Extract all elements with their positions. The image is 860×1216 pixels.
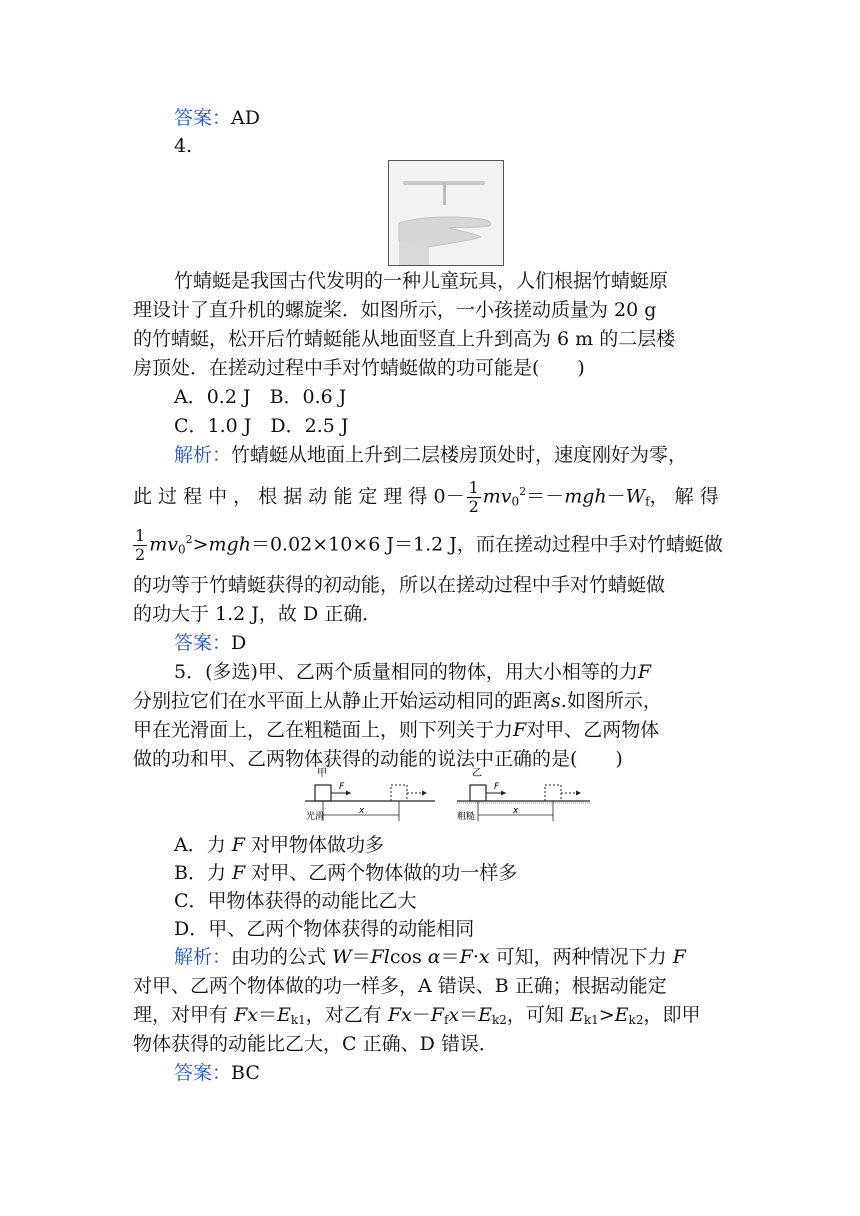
fraction-denominator: 2: [468, 496, 479, 516]
analysis-text: ＝: [257, 1004, 277, 1026]
option-text: 对甲、乙两个物体做的功一样多: [251, 862, 518, 884]
stem-text: 甲在光滑面上，乙在粗糙面上，则下列关于力: [133, 719, 514, 741]
analysis-text: 理，对甲有: [133, 1004, 229, 1026]
fraction-half: [467, 479, 481, 516]
label-rough: 粗糙: [457, 812, 476, 822]
label-x: x: [513, 806, 519, 816]
superscript: 2: [519, 485, 527, 498]
math-x: x: [448, 1004, 460, 1026]
blocks-figure: [305, 765, 595, 827]
label-force: F: [494, 782, 500, 792]
q4-options-ab: A．0.2 J B．0.6 J: [174, 386, 347, 408]
math-fx: F·x: [459, 946, 490, 968]
math-mgh: mgh: [564, 485, 607, 508]
fraction-numerator: 1: [468, 477, 479, 497]
analysis-text: cos: [389, 946, 422, 968]
q5-stem-line-4: 做的功和甲、乙两物体获得的动能的说法中正确的是( ): [133, 748, 623, 770]
math-f: F: [513, 719, 527, 741]
analysis-text: －: [606, 485, 626, 508]
analysis-label: 解析：: [174, 444, 232, 466]
subscript: k1: [290, 1013, 306, 1027]
math-f: F: [637, 661, 652, 683]
math-w: W: [625, 485, 646, 508]
analysis-text: 由功的公式: [231, 946, 327, 968]
superscript: 2: [185, 533, 193, 546]
analysis-text: 此 过 程 中 ， 根 据 动 能 定 理 得: [133, 485, 428, 508]
block-diagram: [305, 765, 595, 827]
q4-stem-line-2: 理设计了直升机的螺旋桨．如图所示，一小孩搓动质量为 20 g: [133, 299, 657, 321]
analysis-text: ＝: [351, 946, 371, 968]
q4-analysis-line-1: [174, 441, 770, 469]
analysis-text: >: [598, 1004, 615, 1026]
analysis-text: 0－: [433, 485, 465, 508]
label-jia: 甲: [317, 768, 327, 779]
q4-analysis-line-3: [133, 518, 729, 562]
bamboo-dragonfly-photo: [388, 160, 504, 266]
analysis-text: ＝: [459, 1004, 479, 1026]
option-text: B．力: [174, 862, 226, 884]
analysis-text: ， 解 得: [649, 485, 719, 508]
analysis-text: －: [411, 1004, 431, 1026]
subscript: 0: [177, 542, 186, 557]
q5-option-a: [174, 831, 770, 859]
math-alpha: α: [427, 946, 441, 968]
option-text: 对甲物体做功多: [251, 834, 385, 856]
q5-stem-line-3: [133, 716, 729, 744]
fraction-half: [133, 527, 147, 564]
math-f: F: [430, 1004, 444, 1026]
answer-label: 答案：: [174, 1062, 232, 1084]
q5-stem-line-2: [133, 687, 729, 715]
math-f: F: [231, 834, 245, 856]
answer-value: D: [231, 632, 247, 654]
subscript: f: [443, 1013, 449, 1027]
math-f: F: [232, 862, 246, 884]
q4-options-cd: C．1.0 J D．2.5 J: [174, 415, 349, 437]
analysis-text: 竹蜻蜓从地面上升到二层楼房顶处时，速度刚好为零，: [231, 444, 688, 466]
q4-analysis-line-4: 的功等于竹蜻蜓获得的初动能，所以在搓动过程中手对竹蜻蜓做: [133, 574, 666, 596]
math-mv: mv: [149, 533, 178, 556]
analysis-text: ，对乙有: [305, 1004, 382, 1026]
answer-label: 答案：: [174, 107, 232, 129]
subscript: k2: [492, 1013, 507, 1027]
math-fx: Fx: [387, 1004, 412, 1026]
smooth-surface-diagram: [305, 767, 435, 822]
q5-option-d: D．甲、乙两个物体获得的动能相同: [174, 918, 475, 940]
q5-option-c: C．甲物体获得的动能比乙大: [174, 890, 417, 912]
answer-value: BC: [231, 1062, 260, 1084]
label-smooth: 光滑: [306, 812, 325, 822]
q5-analysis-line-1: [174, 943, 770, 971]
label-x: x: [359, 806, 365, 816]
math-e: E: [478, 1004, 492, 1026]
q4-answer: [174, 629, 770, 657]
analysis-text: ，可知: [506, 1004, 564, 1026]
analysis-text: >: [192, 533, 209, 556]
subscript: 0: [511, 494, 520, 509]
subscript: k1: [583, 1013, 599, 1027]
rough-surface-diagram: [457, 767, 590, 822]
q3-answer: [174, 104, 770, 132]
q4-analysis-line-5: 的功大于 1.2 J，故 D 正确．: [133, 603, 382, 625]
q4-analysis-line-2: [133, 470, 729, 514]
math-mgh: mgh: [208, 533, 251, 556]
stem-text: 对甲、乙两物体: [526, 719, 660, 741]
fraction-numerator: 1: [135, 525, 146, 545]
analysis-text: ＝－: [526, 485, 565, 508]
math-f: F: [672, 946, 686, 968]
math-fl: Fl: [370, 946, 390, 968]
q5-answer: [174, 1059, 770, 1087]
answer-value: AD: [231, 107, 260, 129]
label-yi: 乙: [472, 768, 482, 779]
math-mv: mv: [482, 485, 512, 508]
analysis-text: 可知，两种情况下力: [495, 946, 667, 968]
label-force: F: [339, 782, 345, 792]
math-fx: Fx: [234, 1004, 258, 1026]
q4-stem-line-3: 的竹蜻蜓，松开后竹蜻蜓能从地面竖直上升到高为 6 m 的二层楼: [133, 328, 676, 350]
analysis-text: ＝0.02×10×6 J＝1.2 J，而在搓动过程中手对竹蜻蜓做: [250, 533, 723, 556]
fraction-denominator: 2: [135, 544, 146, 564]
q4-stem-line-4: 房顶处．在搓动过程中手对竹蜻蜓做的功可能是( ): [133, 357, 585, 379]
option-text: A．力: [174, 834, 226, 856]
q5-stem-line-1: [174, 658, 770, 686]
question-number: 4.: [174, 135, 193, 157]
hand-with-toy-image: [389, 161, 503, 265]
math-s: s: [551, 690, 561, 712]
stem-text: .如图所示，: [560, 690, 662, 712]
stem-text: 5．(多选)甲、乙两个质量相同的物体，用大小相等的力: [174, 661, 638, 683]
math-e: E: [614, 1004, 629, 1026]
answer-label: 答案：: [174, 632, 232, 654]
q4-stem-line-1: 竹蜻蜓是我国古代发明的一种儿童玩具，人们根据竹蜻蜓原: [174, 270, 669, 292]
stem-text: 分别拉它们在水平面上从静止开始运动相同的距离: [133, 690, 552, 712]
math-e: E: [276, 1004, 291, 1026]
q5-option-b: [174, 859, 770, 887]
analysis-text: ＝: [440, 946, 460, 968]
q5-analysis-line-2: 对甲、乙两个物体做的功一样多，A 错误、B 正确；根据动能定: [133, 975, 667, 997]
analysis-label: 解析：: [174, 946, 232, 968]
q5-analysis-line-4: 物体获得的动能比乙大，C 正确、D 错误．: [133, 1033, 498, 1055]
math-w: W: [332, 946, 352, 968]
analysis-text: ，即甲: [643, 1004, 701, 1026]
math-e: E: [569, 1004, 584, 1026]
subscript: k2: [628, 1013, 644, 1027]
subscript: f: [645, 494, 650, 509]
